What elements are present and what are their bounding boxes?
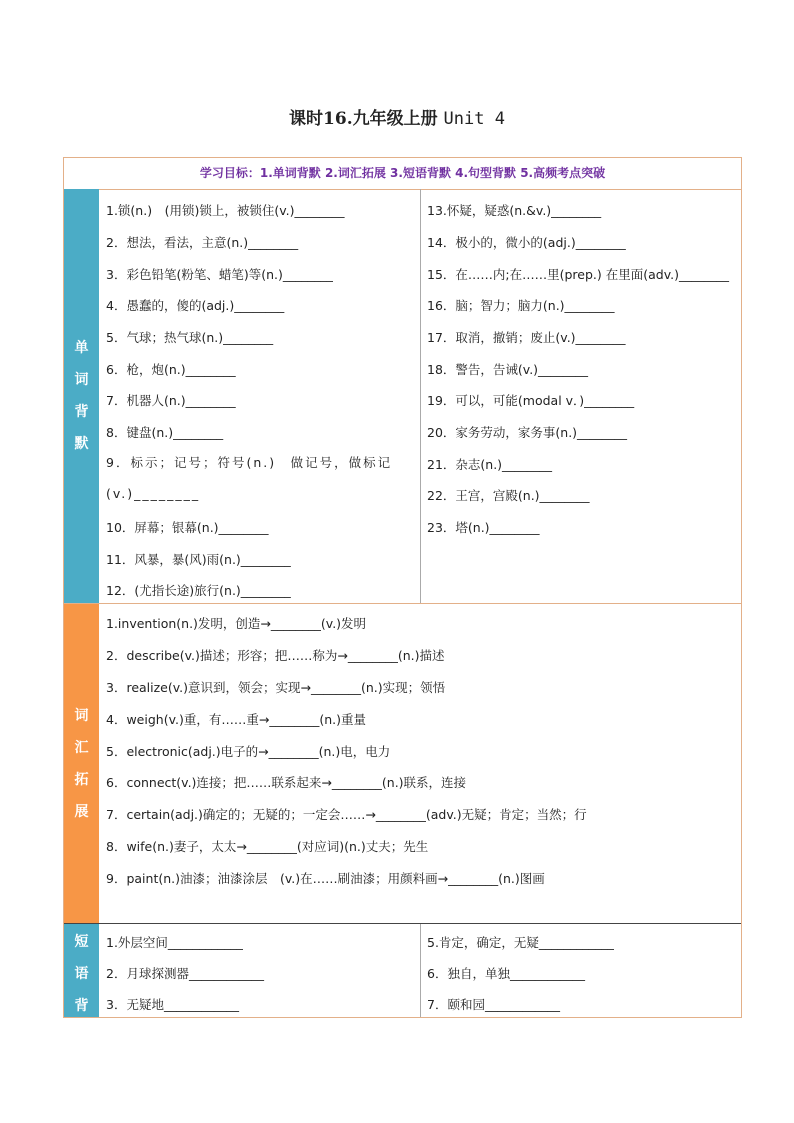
word-item: 14．极小的，微小的(adj.)________ bbox=[427, 235, 626, 250]
label-char: 词 bbox=[74, 372, 89, 388]
label-char: 拓 bbox=[74, 771, 89, 788]
word-item: 18．警告，告诫(v.)________ bbox=[427, 362, 589, 377]
label-char: 展 bbox=[74, 803, 89, 820]
vocab-item: 8．wife(n.)妻子，太太→________(对应词)(n.)丈夫；先生 bbox=[106, 839, 429, 854]
page-title bbox=[0, 104, 794, 129]
word-item: 10．屏幕；银幕(n.)________ bbox=[106, 520, 269, 535]
phrase-item: 1.外层空间____________ bbox=[106, 935, 243, 950]
title-main: 课时16.九年级上册 bbox=[289, 109, 438, 129]
vocab-item: 3．realize(v.)意识到，领会；实现→________(n.)实现；领悟 bbox=[106, 680, 446, 695]
section-phrases bbox=[64, 924, 741, 1017]
vocab-item: 6．connect(v.)连接；把……联系起来→________(n.)联系，连接 bbox=[106, 775, 467, 790]
vocab-item: 2．describe(v.)描述；形容；把……称为→________(n.)描述 bbox=[106, 648, 445, 663]
word-item: 1.锁(n.) (用锁)锁上，被锁住(v.)________ bbox=[106, 203, 345, 218]
vocab-item: 4．weigh(v.)重，有……重→________(n.)重量 bbox=[106, 712, 366, 727]
phrase-item: 2．月球探测器____________ bbox=[106, 966, 264, 981]
section-words bbox=[64, 189, 741, 604]
phrases-right-column bbox=[420, 924, 741, 1017]
vocab-item: 7．certain(adj.)确定的；无疑的；一定会……→________(adv.)无疑；肯定；当然；行 bbox=[106, 807, 587, 822]
word-item: 23．塔(n.)________ bbox=[427, 520, 540, 535]
word-item: 12．(尤指长途)旅行(n.)________ bbox=[106, 583, 291, 598]
vocab-item: 9．paint(n.)油漆；油漆涂层 (v.)在……刷油漆；用颜料画→________(n.)图画 bbox=[106, 871, 545, 886]
word-item: 11．风暴，暴(风)雨(n.)________ bbox=[106, 552, 291, 567]
word-item: 16．脑；智力；脑力(n.)________ bbox=[427, 298, 615, 313]
word-item: 21．杂志(n.)________ bbox=[427, 457, 553, 472]
learning-goal: 学习目标：1.单词背默 2.词汇拓展 3.短语背默 4.句型背默 5.高频考点突破 bbox=[64, 158, 741, 190]
word-item: 7．机器人(n.)________ bbox=[106, 393, 236, 408]
label-char: 背 bbox=[74, 998, 89, 1014]
word-item: 15．在……内;在……里(prep.) 在里面(adv.)________ bbox=[427, 267, 729, 282]
phrase-item: 3．无疑地____________ bbox=[106, 997, 239, 1012]
label-char: 汇 bbox=[74, 739, 89, 756]
word-item: 17．取消，撤销；废止(v.)________ bbox=[427, 330, 626, 345]
word-item: 5．气球；热气球(n.)________ bbox=[106, 330, 274, 345]
section-label-words bbox=[64, 189, 99, 603]
words-right-column bbox=[420, 189, 741, 603]
phrase-item: 7．颐和园____________ bbox=[427, 997, 560, 1012]
vocab-item: 1.invention(n.)发明，创造→________(v.)发明 bbox=[106, 616, 367, 631]
section-vocab bbox=[64, 604, 741, 924]
label-char: 单 bbox=[74, 340, 89, 356]
word-item: 2．想法，看法，主意(n.)________ bbox=[106, 235, 299, 250]
label-char: 背 bbox=[74, 404, 89, 420]
word-item: 13.怀疑，疑惑(n.&v.)________ bbox=[427, 203, 602, 218]
label-char: 默 bbox=[74, 436, 89, 452]
word-item: 8．键盘(n.)________ bbox=[106, 425, 224, 440]
phrase-item: 5.肯定，确定，无疑____________ bbox=[427, 935, 614, 950]
word-item: 4．愚蠢的，傻的(adj.)________ bbox=[106, 298, 285, 313]
section-label-vocab bbox=[64, 604, 99, 923]
phrase-item: 6．独自，单独____________ bbox=[427, 966, 585, 981]
word-item: 22．王宫，宫殿(n.)________ bbox=[427, 488, 590, 503]
worksheet-table bbox=[63, 157, 742, 1018]
label-char: 短 bbox=[74, 934, 89, 950]
section-label-phrases bbox=[64, 924, 99, 1017]
word-item: 20．家务劳动，家务事(n.)________ bbox=[427, 425, 628, 440]
word-item: 9．标示；记号；符号(n.) 做记号，做标记(v.)________ bbox=[106, 455, 393, 501]
word-item: 6．枪，炮(n.)________ bbox=[106, 362, 236, 377]
title-unit: Unit 4 bbox=[443, 109, 505, 129]
phrases-left-column bbox=[99, 924, 420, 1017]
label-char: 语 bbox=[74, 966, 89, 982]
vocab-column bbox=[99, 604, 741, 923]
label-char: 词 bbox=[74, 707, 89, 724]
words-left-column bbox=[99, 189, 420, 603]
word-item: 19．可以，可能(modal v．)________ bbox=[427, 393, 635, 408]
vocab-item: 5．electronic(adj.)电子的→________(n.)电，电力 bbox=[106, 744, 391, 759]
word-item: 3．彩色铅笔(粉笔、蜡笔)等(n.)________ bbox=[106, 267, 333, 282]
